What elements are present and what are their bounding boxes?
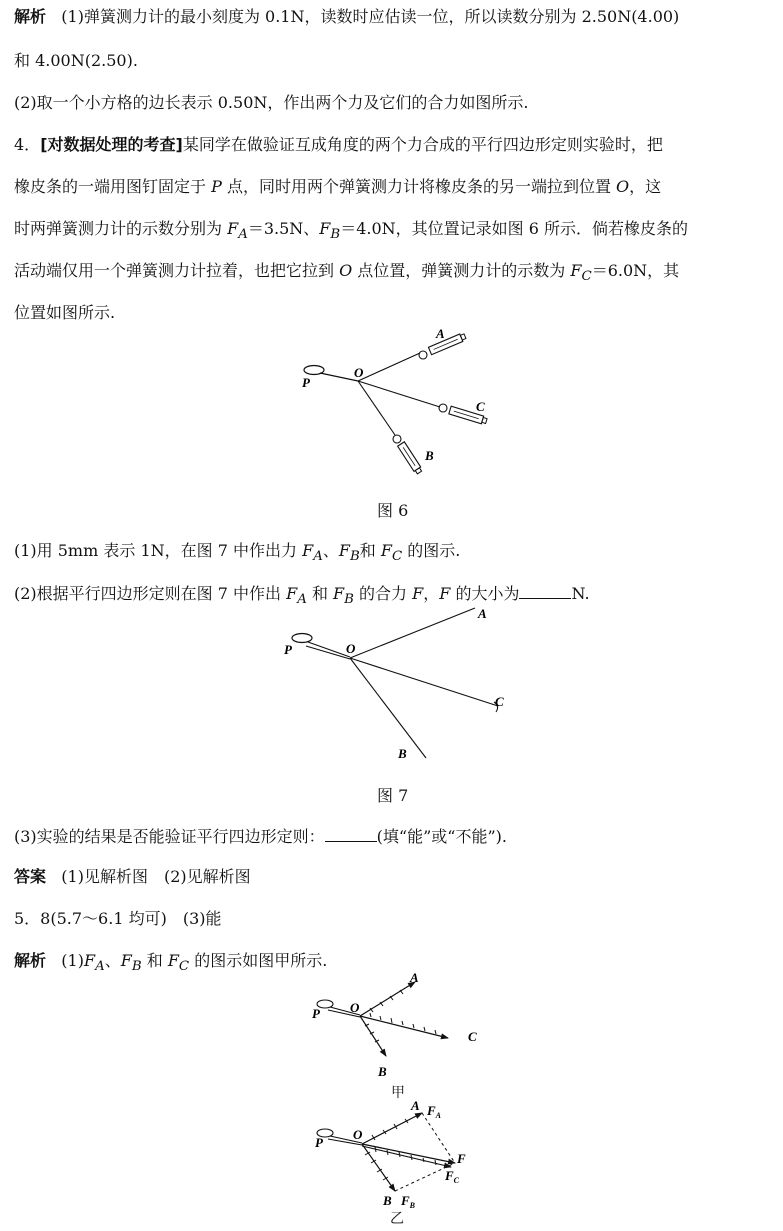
string-b (358, 381, 395, 435)
sub-a: A (238, 227, 248, 243)
subquestion-1 (14, 540, 776, 568)
solution-line-2 (14, 50, 776, 72)
solution-label: 解析 (14, 951, 47, 970)
answer-5-text: 5．8(5.7～6.1 均可) (3)能 (14, 909, 222, 928)
solution-text-2: 和 4.00N(2.50). (14, 51, 138, 70)
var-f: F (83, 951, 96, 970)
label-p: P (284, 642, 292, 657)
question-4-line-2 (14, 176, 776, 198)
arrow-fa (360, 982, 415, 1016)
q2-text: 和 (306, 584, 334, 603)
label-b: B (378, 1064, 387, 1079)
label-o: O (350, 1000, 360, 1015)
label-b: B (398, 746, 407, 761)
label-a: A (410, 970, 419, 985)
q3-text: (填“能”或“不能”). (376, 827, 507, 846)
sol-text: 的图示如图甲所示. (189, 951, 328, 970)
pin-ring (292, 634, 312, 643)
question-4-line-1 (14, 134, 776, 156)
label-p: P (302, 375, 310, 390)
subquestion-3 (14, 825, 776, 848)
q2-text: (2)根据平行四边形定则在图 7 中作出 (14, 584, 287, 603)
q4-text: 点，同时用两个弹簧测力计将橡皮条的另一端拉到位置 (221, 177, 617, 196)
sub-b: B (330, 227, 341, 243)
line-b (350, 658, 426, 758)
q2-text: ， (423, 584, 440, 603)
q1-text: (1)用 5mm 表示 1N，在图 7 中作出力 (14, 541, 303, 560)
label-fa: $F_A$ (427, 1103, 442, 1120)
sub-c: C (581, 269, 592, 285)
figure-yi (305, 1095, 495, 1210)
sep: 、 (104, 951, 121, 970)
q4-text: ，这 (629, 177, 662, 196)
sol-text: 和 (141, 951, 168, 970)
scale-b (398, 442, 423, 475)
q2-text: N. (571, 584, 590, 603)
solution-line-1 (14, 6, 776, 28)
var-o: O (339, 261, 353, 280)
tick-marks (365, 1119, 436, 1180)
label-c: C (468, 1029, 477, 1044)
sol-text: (1) (61, 951, 84, 970)
var-p: P (211, 177, 222, 196)
solution-text-1: (1)弹簧测力计的最小刻度为 0.1N，读数时应估读一位，所以读数分别为 2.50N(4.00) (61, 7, 680, 26)
q2-text: 的合力 (353, 584, 413, 603)
label-fb: $F_B$ (401, 1193, 416, 1210)
q3-text: (3)实验的结果是否能验证平行四边形定则： (14, 827, 325, 846)
question-tag: [对数据处理的考查] (40, 135, 183, 154)
figure-6-caption: 图 6 (377, 501, 409, 520)
sub-b: B (131, 959, 142, 975)
sub-b: B (344, 592, 354, 608)
answer-blank[interactable] (519, 582, 571, 599)
string-a (358, 353, 420, 381)
tick-marks (365, 990, 436, 1042)
label-b: B (383, 1193, 392, 1208)
label-f: F (457, 1151, 466, 1166)
q4-text: 点位置，弹簧测力计的示数为 (352, 261, 571, 280)
label-a: A (411, 1098, 420, 1113)
label-p: P (312, 1006, 320, 1021)
var-f: F (333, 584, 345, 603)
sub-c: C (178, 959, 190, 975)
arrow-fb (362, 1144, 395, 1191)
hook-c (439, 404, 447, 412)
arrow-fa (362, 1113, 422, 1144)
q1-text: 的图示. (402, 541, 461, 560)
label-o: O (353, 1127, 363, 1142)
sub-c: C (391, 549, 403, 565)
figure-7-caption: 图 7 (377, 786, 409, 805)
q4-text: ＝6.0N，其 (591, 261, 680, 280)
sub-b: B (349, 549, 360, 565)
q1-text: 和 (359, 541, 381, 560)
figure-6 (290, 325, 505, 475)
figure-7 (280, 602, 520, 772)
var-o: O (616, 177, 630, 196)
label-c: C (495, 694, 504, 709)
sub-a: A (313, 549, 323, 565)
question-text: 某同学在做验证互成角度的两个力合成的平行四边形定则实验时，把 (182, 135, 663, 154)
q4-text: ＝4.0N，其位置记录如图 6 所示．倘若橡皮条的 (340, 219, 689, 238)
var-f: F (380, 541, 392, 560)
answer-text: (1)见解析图 (2)见解析图 (61, 867, 251, 886)
q4-text: 橡皮条的一端用图钉固定于 (14, 177, 212, 196)
label-fc: $F_C$ (445, 1168, 460, 1185)
question-4-line-3 (14, 218, 776, 246)
var-f: F (120, 951, 132, 970)
var-f: F (302, 541, 314, 560)
label-a: A (478, 606, 487, 621)
question-4-line-4 (14, 260, 776, 288)
q4-text: 位置如图所示. (14, 303, 116, 322)
question-number: 4． (14, 135, 41, 154)
sub-a: A (95, 959, 105, 975)
var-f: F (167, 951, 179, 970)
answer-label: 答案 (14, 867, 47, 886)
line-a (350, 608, 475, 658)
q4-text: 活动端仅用一个弹簧测力计拉着，也把它拉到 (14, 261, 340, 280)
var-f: F (286, 584, 298, 603)
dashed-line (422, 1113, 455, 1163)
var-f: F (412, 584, 424, 603)
label-p: P (315, 1135, 323, 1150)
figure-jia (300, 970, 500, 1085)
line-c (350, 658, 498, 706)
q4-text: ＝3.5N、 (247, 219, 320, 238)
solution-label: 解析 (14, 7, 47, 26)
question-4-line-5 (14, 302, 776, 324)
rubber-band (306, 646, 350, 659)
sep: 、 (322, 541, 339, 560)
label-b: B (425, 448, 434, 463)
rubber-band (308, 642, 350, 657)
scale-a (428, 332, 466, 354)
var-f: F (319, 219, 331, 238)
label-o: O (354, 365, 364, 380)
figure-yi-caption: 乙 (390, 1211, 404, 1227)
q4-text: 时两弹簧测力计的示数分别为 (14, 219, 228, 238)
rubber-band (320, 373, 358, 381)
answer-5-line (14, 908, 776, 930)
var-f: F (439, 584, 451, 603)
answer-line (14, 866, 776, 888)
answer-blank[interactable] (325, 825, 377, 842)
solution-line-3 (14, 92, 776, 114)
sub-a: A (297, 592, 307, 608)
figure-jia-caption: 甲 (391, 1085, 405, 1101)
hook-a (419, 351, 427, 359)
label-c: C (476, 399, 485, 414)
hook-b (393, 435, 401, 443)
var-f: F (570, 261, 582, 280)
label-o: O (346, 641, 356, 656)
arrow-fc (360, 1016, 448, 1038)
label-a: A (436, 326, 445, 341)
solution-text-3: (2)取一个小方格的边长表示 0.50N，作出两个力及它们的合力如图所示. (14, 93, 529, 112)
var-f: F (227, 219, 239, 238)
q2-text: 的大小为 (450, 584, 520, 603)
string-c (358, 381, 440, 407)
var-f: F (338, 541, 350, 560)
